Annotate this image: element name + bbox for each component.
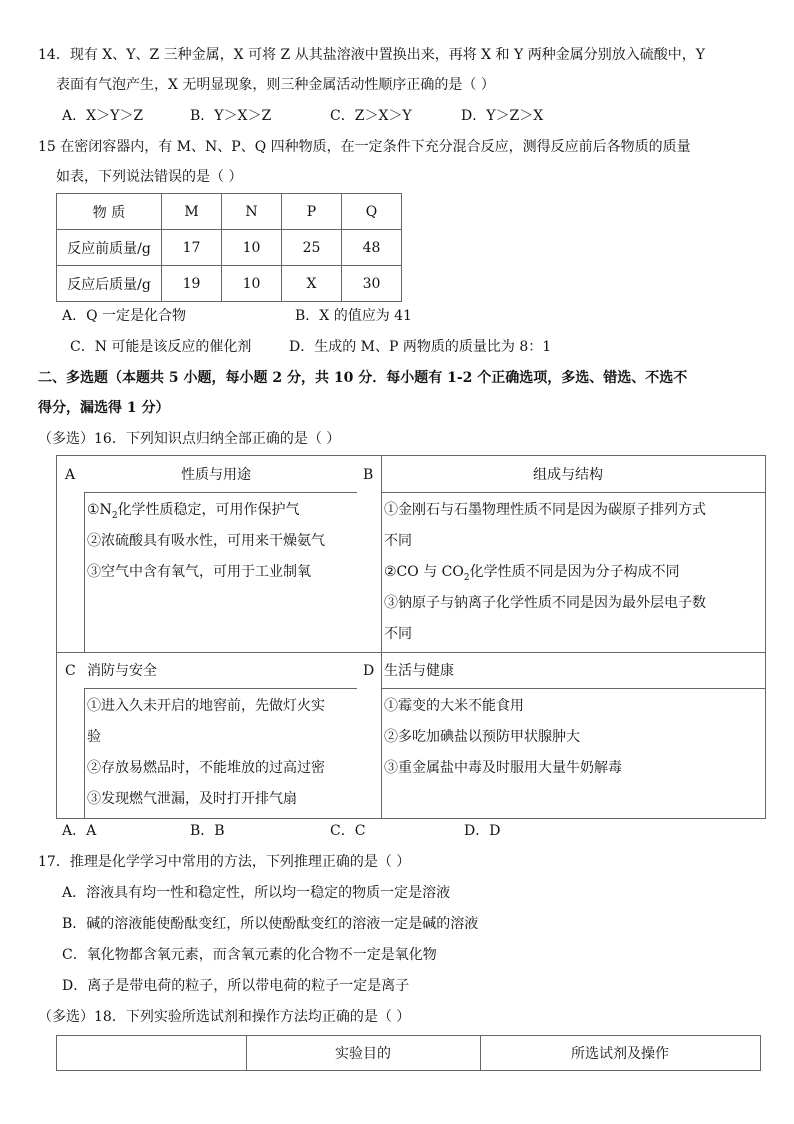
table-header-cell: P [282, 194, 342, 230]
q14-option-d: D．Y＞Z＞X [461, 108, 544, 124]
q15-option-d: D．生成的 M、P 两物质的质量比为 8：1 [289, 339, 552, 355]
q16-cell-d-item-3: ③重金属盐中毒及时服用大量牛奶解毒 [384, 760, 622, 776]
table-cell: 反应后质量/g [57, 266, 162, 302]
q16-option-b: B．B [190, 823, 225, 839]
table-cell: 25 [282, 230, 342, 266]
table-cell: 17 [162, 230, 222, 266]
q14-option-a: A．X＞Y＞Z [62, 108, 144, 124]
q17-option-c: C．氧化物都含氧元素，而含氧元素的化合物不一定是氧化物 [62, 947, 437, 963]
q16-cell-a-item-2: ②浓硫酸具有吸水性，可用来干燥氨气 [87, 533, 325, 549]
q16-cell-c-letter: C [65, 663, 76, 679]
q16-cell-b-title: 组成与结构 [533, 467, 603, 483]
q16-cell-d-letter: D [363, 663, 375, 679]
section-heading-line2: 得分，漏选得 1 分） [38, 400, 170, 416]
q16-cell-b-item-3-cont: 不同 [384, 626, 412, 642]
table-cell: X [282, 266, 342, 302]
q16-cell-b-letter: B [363, 467, 374, 483]
q15-option-a: A．Q 一定是化合物 [62, 308, 187, 324]
q16-option-a: A．A [62, 823, 97, 839]
q17-option-a: A．溶液具有均一性和稳定性，所以均一稳定的物质一定是溶液 [62, 885, 451, 901]
q16-cell-b-item-1-cont: 不同 [384, 533, 412, 549]
q16-cell-b-item-3: ③钠原子与钠离子化学性质不同是因为最外层电子数 [384, 595, 706, 611]
q16-cell-d-title: 生活与健康 [384, 663, 454, 679]
q16-cell-b-item-2: ②CO 与 $CO_2$化学性质不同是因为分子构成不同 [384, 564, 680, 583]
q14-option-b: B．Y＞X＞Z [190, 108, 272, 124]
q16-stem: （多选）16．下列知识点归纳全部正确的是（ ） [38, 431, 341, 447]
q15-stem-line1: 15 在密闭容器内，有 M、N、P、Q 四种物质，在一定条件下充分混合反应，测得反应前后各物质的质量 [38, 139, 691, 155]
table-header-cell: N [222, 194, 282, 230]
table-row [57, 230, 402, 266]
q14-stem-line1: 14．现有 X、Y、Z 三种金属，X 可将 Z 从其盐溶液中置换出来，再将 X 和 Y 两种金属分别放入硫酸中，Y [38, 47, 705, 63]
q18-experiment-table [56, 1035, 761, 1071]
q16-cell-c-item-1: ①进入久未开启的地窖前，先做灯火实 [87, 698, 325, 714]
q14-stem-line2: 表面有气泡产生，X 无明显现象，则三种金属活动性顺序正确的是（ ） [56, 77, 495, 93]
table-cell: 30 [342, 266, 402, 302]
table-cell: 48 [342, 230, 402, 266]
q16-cell-a-item-1: $①N_2$化学性质稳定，可用作保护气 [87, 502, 300, 521]
q16-cell-c-item-1-cont: 验 [87, 729, 101, 745]
q16-cell-d-item-2: ②多吃加碘盐以预防甲状腺肿大 [384, 729, 580, 745]
q17-stem: 17．推理是化学学习中常用的方法，下列推理正确的是（ ） [38, 854, 411, 870]
q16-cell-d-item-1: ①霉变的大米不能食用 [384, 698, 524, 714]
q16-cell-a-title: 性质与用途 [181, 467, 251, 483]
q17-option-d: D．离子是带电荷的粒子，所以带电荷的粒子一定是离子 [62, 978, 410, 994]
q14-option-c: C．Z＞X＞Y [330, 108, 412, 124]
table-header-cell: 实验目的 [335, 1046, 391, 1062]
table-row [57, 194, 402, 230]
q16-cell-a-item-3: ③空气中含有氧气，可用于工业制氧 [87, 564, 311, 580]
table-row [57, 266, 402, 302]
section-heading-line1: 二、多选题（本题共 5 小题，每小题 2 分，共 10 分．每小题有 1-2 个正确选项，多选、错选、不选不 [38, 370, 688, 386]
q15-mass-table [56, 193, 402, 302]
q16-cell-c-title: 消防与安全 [87, 663, 157, 679]
table-cell: 10 [222, 266, 282, 302]
q15-option-c: C．N 可能是该反应的催化剂 [70, 339, 252, 355]
table-header-cell: 所选试剂及操作 [571, 1046, 669, 1062]
q16-cell-c-item-2: ②存放易燃品时，不能堆放的过高过密 [87, 760, 325, 776]
table-cell: 10 [222, 230, 282, 266]
q15-option-b: B．X 的值应为 41 [295, 308, 412, 324]
q16-option-c: C．C [330, 823, 366, 839]
table-cell: 19 [162, 266, 222, 302]
table-header-cell: Q [342, 194, 402, 230]
q16-cell-c-item-3: ③发现燃气泄漏，及时打开排气扇 [87, 791, 297, 807]
table-header-cell: 物 质 [57, 194, 162, 230]
q16-option-d: D．D [464, 823, 501, 839]
table-cell: 反应前质量/g [57, 230, 162, 266]
q18-stem: （多选）18．下列实验所选试剂和操作方法均正确的是（ ） [38, 1009, 411, 1025]
q15-stem-line2: 如表，下列说法错误的是（ ） [56, 169, 243, 185]
q16-cell-a-letter: A [65, 467, 76, 483]
table-header-cell: M [162, 194, 222, 230]
q17-option-b: B．碱的溶液能使酚酞变红，所以使酚酞变红的溶液一定是碱的溶液 [62, 916, 479, 932]
q16-cell-b-item-1: ①金刚石与石墨物理性质不同是因为碳原子排列方式 [384, 502, 706, 518]
q16-knowledge-table [56, 455, 766, 819]
